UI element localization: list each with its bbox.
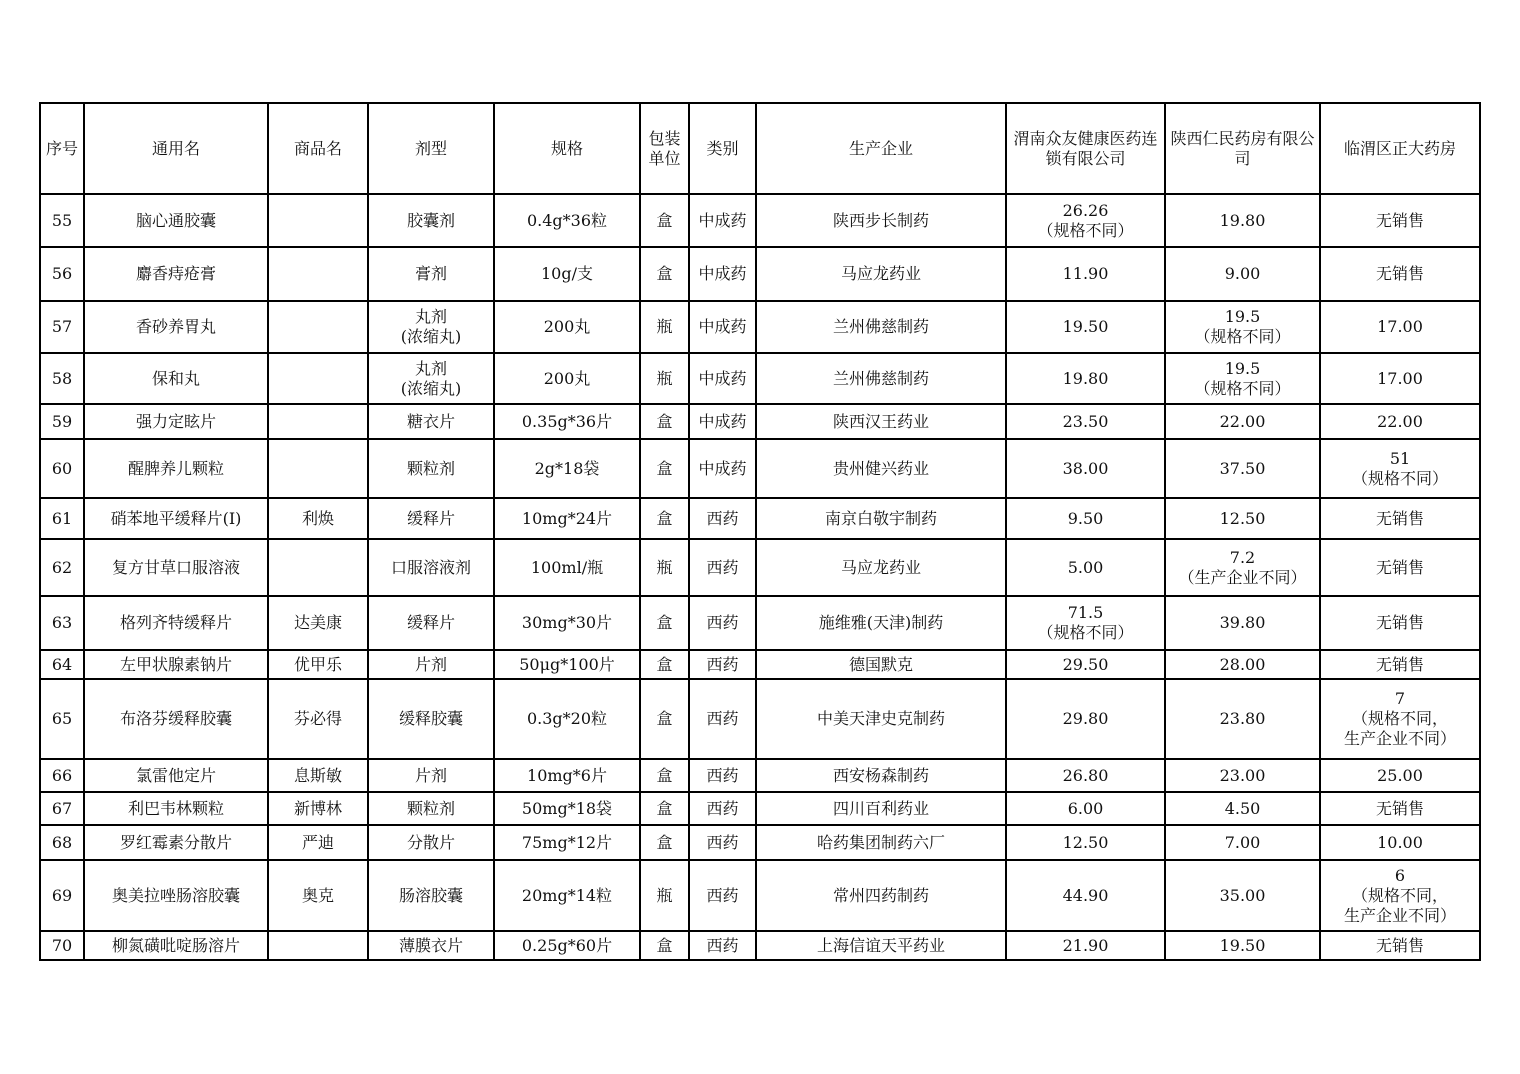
cell-price-zhengda bbox=[1320, 353, 1480, 404]
col-header-store-zhengda bbox=[1320, 103, 1480, 194]
cell-price-renmin bbox=[1165, 596, 1320, 650]
cell-brand-name: 新博林 bbox=[268, 792, 368, 825]
cell-text-line: 17.00 bbox=[1377, 368, 1423, 388]
cell-brand-name bbox=[268, 404, 368, 439]
cell-generic-name: 利巴韦林颗粒 bbox=[84, 792, 268, 825]
cell-text-line: 44.90 bbox=[1062, 885, 1109, 905]
cell-dosage-form bbox=[368, 825, 494, 860]
cell-price-zhengda bbox=[1320, 596, 1480, 650]
cell-price-zhengda bbox=[1320, 825, 1480, 860]
cell-text-line: 38.00 bbox=[1062, 458, 1109, 478]
cell-generic-name: 复方甘草口服溶液 bbox=[84, 539, 268, 596]
cell-price-zhengda bbox=[1320, 679, 1480, 759]
header-text: 序号 bbox=[45, 138, 78, 158]
cell-price-renmin bbox=[1165, 247, 1320, 301]
cell-category: 西药 bbox=[689, 679, 756, 759]
cell-text-line: 生产企业不同） bbox=[1343, 729, 1456, 748]
cell-no: 58 bbox=[40, 353, 84, 404]
cell-spec: 100ml/瓶 bbox=[494, 539, 640, 596]
cell-text-line: 11.90 bbox=[1062, 264, 1109, 283]
cell-dosage-form bbox=[368, 679, 494, 759]
cell-spec: 10mg*6片 bbox=[494, 759, 640, 792]
cell-dosage-form bbox=[368, 650, 494, 679]
cell-text-line: 22.00 bbox=[1219, 411, 1266, 431]
cell-text-line: 4.50 bbox=[1224, 798, 1261, 818]
cell-spec: 50mg*18袋 bbox=[494, 792, 640, 825]
cell-spec: 2g*18袋 bbox=[494, 439, 640, 498]
cell-price-zhengda bbox=[1320, 247, 1480, 301]
cell-text-line: 分散片 bbox=[406, 832, 455, 852]
cell-price-zhongyou bbox=[1006, 860, 1165, 931]
cell-text-line: 19.80 bbox=[1062, 368, 1109, 388]
header-text: 商品名 bbox=[293, 138, 342, 158]
cell-price-renmin bbox=[1165, 498, 1320, 539]
cell-category: 西药 bbox=[689, 759, 756, 792]
cell-text-line: 无销售 bbox=[1375, 264, 1424, 283]
cell-pack-unit: 盒 bbox=[640, 792, 689, 825]
cell-text-line: 12.50 bbox=[1219, 508, 1266, 528]
cell-manufacturer: 马应龙药业 bbox=[756, 539, 1006, 596]
header-text: 类别 bbox=[706, 138, 739, 158]
cell-price-zhongyou bbox=[1006, 301, 1165, 353]
cell-text-line: 25.00 bbox=[1377, 765, 1423, 785]
cell-pack-unit: 瓶 bbox=[640, 539, 689, 596]
cell-price-zhongyou bbox=[1006, 539, 1165, 596]
cell-text-line: 21.90 bbox=[1062, 935, 1109, 955]
cell-category: 中成药 bbox=[689, 439, 756, 498]
cell-text-line: 26.26 bbox=[1062, 200, 1109, 220]
cell-text-line: 51 bbox=[1389, 448, 1411, 468]
cell-price-zhongyou bbox=[1006, 247, 1165, 301]
cell-generic-name: 布洛芬缓释胶囊 bbox=[84, 679, 268, 759]
cell-text-line: 缓释片 bbox=[406, 508, 455, 528]
table-row bbox=[40, 301, 1480, 353]
cell-text-line: 10.00 bbox=[1377, 832, 1423, 852]
cell-text-line: 颗粒剂 bbox=[406, 458, 455, 478]
cell-text-line: 丸剂 bbox=[414, 307, 447, 326]
cell-category: 西药 bbox=[689, 931, 756, 960]
cell-text-line: 无销售 bbox=[1375, 798, 1424, 818]
cell-generic-name: 保和丸 bbox=[84, 353, 268, 404]
cell-price-renmin bbox=[1165, 759, 1320, 792]
header-text: 剂型 bbox=[414, 138, 447, 158]
table-row bbox=[40, 539, 1480, 596]
cell-dosage-form bbox=[368, 301, 494, 353]
cell-category: 西药 bbox=[689, 650, 756, 679]
cell-text-line: 缓释片 bbox=[406, 613, 455, 632]
cell-pack-unit: 盒 bbox=[640, 404, 689, 439]
cell-generic-name: 麝香痔疮膏 bbox=[84, 247, 268, 301]
cell-price-renmin bbox=[1165, 825, 1320, 860]
cell-text-line: 7.2 bbox=[1229, 547, 1256, 567]
table-row bbox=[40, 650, 1480, 679]
cell-brand-name bbox=[268, 931, 368, 960]
table-row bbox=[40, 931, 1480, 960]
header-text: 通用名 bbox=[151, 138, 200, 158]
table-row bbox=[40, 825, 1480, 860]
cell-pack-unit: 盒 bbox=[640, 596, 689, 650]
cell-text-line: 19.80 bbox=[1219, 210, 1266, 230]
table-row bbox=[40, 247, 1480, 301]
cell-dosage-form bbox=[368, 596, 494, 650]
cell-price-zhongyou bbox=[1006, 931, 1165, 960]
cell-text-line: 28.00 bbox=[1219, 654, 1266, 674]
cell-pack-unit: 盒 bbox=[640, 759, 689, 792]
cell-no: 57 bbox=[40, 301, 84, 353]
header-row bbox=[40, 103, 1480, 194]
cell-text-line: 23.80 bbox=[1219, 709, 1266, 728]
cell-text-line: 19.5 bbox=[1224, 307, 1261, 326]
cell-text-line: （规格不同， bbox=[1351, 709, 1448, 728]
cell-text-line: （规格不同） bbox=[1194, 327, 1291, 346]
cell-no: 68 bbox=[40, 825, 84, 860]
cell-text-line: 无销售 bbox=[1375, 557, 1424, 577]
cell-text-line: 12.50 bbox=[1062, 832, 1109, 852]
cell-price-zhengda bbox=[1320, 792, 1480, 825]
col-header-spec bbox=[494, 103, 640, 194]
cell-category: 西药 bbox=[689, 498, 756, 539]
cell-manufacturer: 马应龙药业 bbox=[756, 247, 1006, 301]
cell-text-line: 71.5 bbox=[1067, 603, 1104, 622]
cell-manufacturer: 西安杨森制药 bbox=[756, 759, 1006, 792]
cell-brand-name bbox=[268, 247, 368, 301]
cell-text-line: （规格不同） bbox=[1351, 468, 1448, 488]
cell-pack-unit: 盒 bbox=[640, 194, 689, 247]
cell-price-zhengda bbox=[1320, 404, 1480, 439]
cell-text-line: 37.50 bbox=[1219, 458, 1266, 478]
cell-price-zhengda bbox=[1320, 539, 1480, 596]
cell-price-renmin bbox=[1165, 439, 1320, 498]
cell-price-zhengda bbox=[1320, 498, 1480, 539]
cell-spec: 50μg*100片 bbox=[494, 650, 640, 679]
cell-text-line: （规格不同） bbox=[1194, 378, 1291, 398]
cell-category: 西药 bbox=[689, 596, 756, 650]
cell-brand-name bbox=[268, 539, 368, 596]
header-text: 临渭区正 bbox=[1343, 138, 1408, 158]
table-row bbox=[40, 353, 1480, 404]
cell-brand-name: 奥克 bbox=[268, 860, 368, 931]
cell-pack-unit: 盒 bbox=[640, 679, 689, 759]
cell-text-line: 22.00 bbox=[1377, 411, 1423, 431]
cell-text-line: 7 bbox=[1394, 689, 1406, 708]
header-text: 有限公司 bbox=[1234, 128, 1315, 168]
cell-text-line: 胶囊剂 bbox=[406, 210, 455, 230]
cell-pack-unit: 盒 bbox=[640, 825, 689, 860]
cell-pack-unit: 瓶 bbox=[640, 353, 689, 404]
cell-text-line: （规格不同） bbox=[1037, 623, 1134, 642]
cell-text-line: 口服溶液剂 bbox=[390, 557, 471, 577]
cell-dosage-form bbox=[368, 539, 494, 596]
cell-spec: 20mg*14粒 bbox=[494, 860, 640, 931]
cell-price-zhongyou bbox=[1006, 792, 1165, 825]
cell-brand-name bbox=[268, 194, 368, 247]
cell-spec: 10mg*24片 bbox=[494, 498, 640, 539]
table-row bbox=[40, 194, 1480, 247]
cell-no: 56 bbox=[40, 247, 84, 301]
cell-dosage-form bbox=[368, 194, 494, 247]
cell-text-line: 无销售 bbox=[1375, 613, 1424, 632]
cell-text-line: （规格不同， bbox=[1351, 885, 1448, 905]
table-row bbox=[40, 792, 1480, 825]
cell-text-line: 7.00 bbox=[1224, 832, 1261, 852]
cell-dosage-form bbox=[368, 439, 494, 498]
col-header-manufacturer bbox=[756, 103, 1006, 194]
table-body bbox=[40, 194, 1480, 960]
cell-price-renmin bbox=[1165, 650, 1320, 679]
cell-pack-unit: 盒 bbox=[640, 498, 689, 539]
header-text: 单位 bbox=[648, 148, 681, 168]
cell-price-zhengda bbox=[1320, 931, 1480, 960]
cell-brand-name bbox=[268, 353, 368, 404]
cell-price-zhongyou bbox=[1006, 679, 1165, 759]
cell-generic-name: 柳氮磺吡啶肠溶片 bbox=[84, 931, 268, 960]
cell-manufacturer: 常州四药制药 bbox=[756, 860, 1006, 931]
cell-text-line: 35.00 bbox=[1219, 885, 1266, 905]
cell-generic-name: 醒脾养儿颗粒 bbox=[84, 439, 268, 498]
cell-brand-name bbox=[268, 439, 368, 498]
cell-manufacturer: 兰州佛慈制药 bbox=[756, 353, 1006, 404]
cell-brand-name: 芬必得 bbox=[268, 679, 368, 759]
cell-price-renmin bbox=[1165, 194, 1320, 247]
col-header-store-zhongyou bbox=[1006, 103, 1165, 194]
cell-no: 59 bbox=[40, 404, 84, 439]
cell-text-line: （规格不同） bbox=[1037, 220, 1134, 240]
header-text: 包装 bbox=[648, 128, 681, 148]
cell-no: 61 bbox=[40, 498, 84, 539]
cell-price-renmin bbox=[1165, 404, 1320, 439]
cell-text-line: 29.50 bbox=[1062, 654, 1109, 674]
cell-manufacturer: 贵州健兴药业 bbox=[756, 439, 1006, 498]
cell-no: 66 bbox=[40, 759, 84, 792]
cell-text-line: 生产企业不同） bbox=[1343, 905, 1456, 925]
cell-text-line: 17.00 bbox=[1377, 317, 1423, 336]
table-row bbox=[40, 679, 1480, 759]
cell-text-line: 19.50 bbox=[1062, 317, 1109, 336]
col-header-no bbox=[40, 103, 84, 194]
table-row bbox=[40, 439, 1480, 498]
header-text: 渭南众友健康医药 bbox=[1013, 128, 1142, 148]
cell-text-line: 26.80 bbox=[1062, 765, 1109, 785]
cell-manufacturer: 四川百利药业 bbox=[756, 792, 1006, 825]
cell-text-line: 肠溶胶囊 bbox=[398, 885, 463, 905]
cell-category: 西药 bbox=[689, 539, 756, 596]
cell-price-renmin bbox=[1165, 860, 1320, 931]
cell-pack-unit: 盒 bbox=[640, 650, 689, 679]
cell-category: 中成药 bbox=[689, 301, 756, 353]
table-row bbox=[40, 596, 1480, 650]
cell-text-line: 9.50 bbox=[1067, 508, 1104, 528]
cell-manufacturer: 哈药集团制药六厂 bbox=[756, 825, 1006, 860]
cell-manufacturer: 施维雅(天津)制药 bbox=[756, 596, 1006, 650]
cell-text-line: 薄膜衣片 bbox=[398, 935, 463, 955]
cell-price-zhengda bbox=[1320, 759, 1480, 792]
cell-no: 63 bbox=[40, 596, 84, 650]
cell-spec: 0.4g*36粒 bbox=[494, 194, 640, 247]
cell-dosage-form bbox=[368, 792, 494, 825]
cell-pack-unit: 盒 bbox=[640, 931, 689, 960]
cell-dosage-form bbox=[368, 404, 494, 439]
col-header-store-renmin bbox=[1165, 103, 1320, 194]
cell-dosage-form bbox=[368, 353, 494, 404]
cell-price-zhongyou bbox=[1006, 439, 1165, 498]
cell-dosage-form bbox=[368, 931, 494, 960]
cell-price-zhongyou bbox=[1006, 353, 1165, 404]
cell-brand-name: 优甲乐 bbox=[268, 650, 368, 679]
col-header-pack-unit bbox=[640, 103, 689, 194]
header-text: 陕西仁民药房 bbox=[1170, 128, 1267, 148]
cell-text-line: 片剂 bbox=[414, 654, 447, 674]
cell-text-line: 29.80 bbox=[1062, 709, 1109, 728]
cell-pack-unit: 盒 bbox=[640, 247, 689, 301]
cell-generic-name: 奥美拉唑肠溶胶囊 bbox=[84, 860, 268, 931]
drug-price-table bbox=[39, 102, 1481, 961]
cell-text-line: 无销售 bbox=[1375, 508, 1424, 528]
cell-category: 中成药 bbox=[689, 194, 756, 247]
col-header-category bbox=[689, 103, 756, 194]
cell-category: 西药 bbox=[689, 860, 756, 931]
cell-pack-unit: 盒 bbox=[640, 439, 689, 498]
cell-price-zhongyou bbox=[1006, 498, 1165, 539]
cell-price-renmin bbox=[1165, 539, 1320, 596]
cell-price-zhongyou bbox=[1006, 759, 1165, 792]
cell-brand-name: 严迪 bbox=[268, 825, 368, 860]
cell-text-line: 丸剂 bbox=[414, 358, 447, 378]
cell-category: 中成药 bbox=[689, 247, 756, 301]
cell-price-renmin bbox=[1165, 353, 1320, 404]
cell-brand-name: 利焕 bbox=[268, 498, 368, 539]
cell-dosage-form bbox=[368, 498, 494, 539]
cell-manufacturer: 陕西汉王药业 bbox=[756, 404, 1006, 439]
table-row bbox=[40, 860, 1480, 931]
cell-text-line: (浓缩丸) bbox=[400, 378, 462, 398]
cell-dosage-form bbox=[368, 860, 494, 931]
cell-text-line: 23.00 bbox=[1219, 765, 1266, 785]
cell-generic-name: 强力定眩片 bbox=[84, 404, 268, 439]
cell-price-zhongyou bbox=[1006, 650, 1165, 679]
cell-price-zhengda bbox=[1320, 301, 1480, 353]
cell-text-line: 无销售 bbox=[1375, 654, 1424, 674]
cell-spec: 30mg*30片 bbox=[494, 596, 640, 650]
cell-spec: 75mg*12片 bbox=[494, 825, 640, 860]
cell-text-line: 23.50 bbox=[1062, 411, 1109, 431]
cell-brand-name: 达美康 bbox=[268, 596, 368, 650]
cell-text-line: 颗粒剂 bbox=[406, 798, 455, 818]
cell-price-zhongyou bbox=[1006, 194, 1165, 247]
col-header-generic-name bbox=[84, 103, 268, 194]
cell-no: 62 bbox=[40, 539, 84, 596]
cell-pack-unit: 瓶 bbox=[640, 301, 689, 353]
cell-price-renmin bbox=[1165, 931, 1320, 960]
cell-price-renmin bbox=[1165, 679, 1320, 759]
cell-category: 西药 bbox=[689, 792, 756, 825]
cell-spec: 200丸 bbox=[494, 301, 640, 353]
cell-no: 69 bbox=[40, 860, 84, 931]
col-header-dosage-form bbox=[368, 103, 494, 194]
cell-no: 64 bbox=[40, 650, 84, 679]
cell-pack-unit: 瓶 bbox=[640, 860, 689, 931]
cell-spec: 200丸 bbox=[494, 353, 640, 404]
cell-generic-name: 氯雷他定片 bbox=[84, 759, 268, 792]
cell-price-renmin bbox=[1165, 792, 1320, 825]
cell-generic-name: 脑心通胶囊 bbox=[84, 194, 268, 247]
cell-text-line: (浓缩丸) bbox=[400, 327, 462, 346]
header-text: 规格 bbox=[550, 138, 583, 158]
cell-dosage-form bbox=[368, 247, 494, 301]
cell-category: 中成药 bbox=[689, 404, 756, 439]
col-header-brand-name bbox=[268, 103, 368, 194]
cell-generic-name: 罗红霉素分散片 bbox=[84, 825, 268, 860]
cell-spec: 10g/支 bbox=[494, 247, 640, 301]
header-text: 生产企业 bbox=[848, 138, 913, 158]
header-text: 连锁有限公司 bbox=[1045, 128, 1158, 168]
cell-generic-name: 硝苯地平缓释片(Ⅰ) bbox=[84, 498, 268, 539]
cell-text-line: 缓释胶囊 bbox=[398, 709, 463, 728]
cell-price-renmin bbox=[1165, 301, 1320, 353]
cell-price-zhongyou bbox=[1006, 825, 1165, 860]
cell-manufacturer: 陕西步长制药 bbox=[756, 194, 1006, 247]
cell-text-line: 片剂 bbox=[414, 765, 447, 785]
cell-text-line: 无销售 bbox=[1375, 210, 1424, 230]
cell-price-zhongyou bbox=[1006, 404, 1165, 439]
cell-price-zhongyou bbox=[1006, 596, 1165, 650]
cell-text-line: 糖衣片 bbox=[406, 411, 455, 431]
cell-dosage-form bbox=[368, 759, 494, 792]
cell-brand-name: 息斯敏 bbox=[268, 759, 368, 792]
cell-manufacturer: 兰州佛慈制药 bbox=[756, 301, 1006, 353]
cell-no: 65 bbox=[40, 679, 84, 759]
cell-price-zhengda bbox=[1320, 439, 1480, 498]
cell-spec: 0.3g*20粒 bbox=[494, 679, 640, 759]
cell-spec: 0.25g*60片 bbox=[494, 931, 640, 960]
cell-category: 中成药 bbox=[689, 353, 756, 404]
cell-text-line: 膏剂 bbox=[414, 264, 447, 283]
cell-text-line: 19.5 bbox=[1224, 358, 1261, 378]
table-row bbox=[40, 404, 1480, 439]
table-row bbox=[40, 498, 1480, 539]
cell-manufacturer: 上海信谊天平药业 bbox=[756, 931, 1006, 960]
cell-category: 西药 bbox=[689, 825, 756, 860]
header-text: 大药房 bbox=[1408, 138, 1457, 158]
cell-brand-name bbox=[268, 301, 368, 353]
cell-manufacturer: 南京白敬宇制药 bbox=[756, 498, 1006, 539]
cell-no: 55 bbox=[40, 194, 84, 247]
cell-spec: 0.35g*36片 bbox=[494, 404, 640, 439]
cell-generic-name: 格列齐特缓释片 bbox=[84, 596, 268, 650]
cell-text-line: 6 bbox=[1394, 865, 1406, 885]
cell-text-line: 19.50 bbox=[1219, 935, 1266, 955]
cell-generic-name: 香砂养胃丸 bbox=[84, 301, 268, 353]
cell-no: 70 bbox=[40, 931, 84, 960]
cell-price-zhengda bbox=[1320, 860, 1480, 931]
cell-text-line: 9.00 bbox=[1224, 264, 1261, 283]
cell-generic-name: 左甲状腺素钠片 bbox=[84, 650, 268, 679]
cell-price-zhengda bbox=[1320, 194, 1480, 247]
cell-text-line: 6.00 bbox=[1067, 798, 1104, 818]
cell-text-line: （生产企业不同） bbox=[1178, 567, 1307, 587]
cell-manufacturer: 德国默克 bbox=[756, 650, 1006, 679]
cell-price-zhengda bbox=[1320, 650, 1480, 679]
cell-no: 60 bbox=[40, 439, 84, 498]
cell-no: 67 bbox=[40, 792, 84, 825]
cell-manufacturer: 中美天津史克制药 bbox=[756, 679, 1006, 759]
table-row bbox=[40, 759, 1480, 792]
cell-text-line: 无销售 bbox=[1375, 935, 1424, 955]
cell-text-line: 39.80 bbox=[1219, 613, 1266, 632]
cell-text-line: 5.00 bbox=[1067, 557, 1104, 577]
